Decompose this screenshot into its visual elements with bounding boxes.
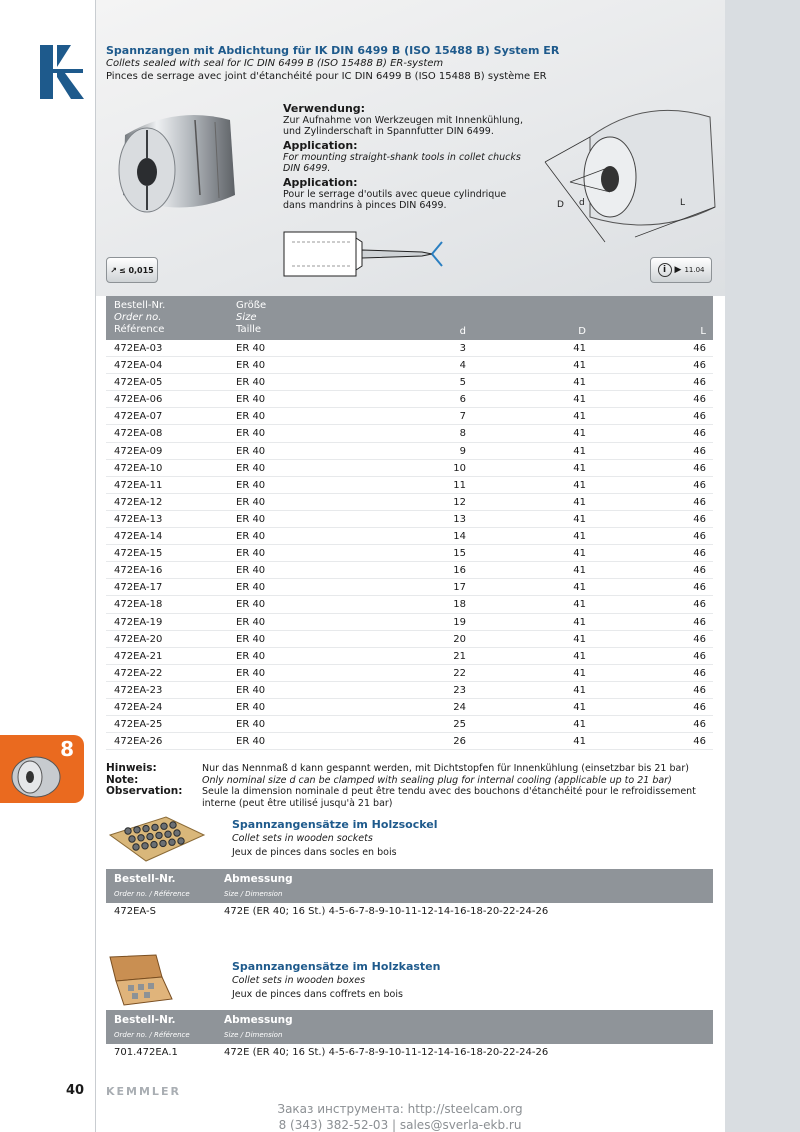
- chapter-number: 8: [60, 737, 74, 761]
- row-D: 41: [573, 565, 586, 577]
- row-D: 41: [573, 513, 586, 525]
- set2-row: [106, 1045, 713, 1061]
- row-order-no: 472EA-18: [114, 599, 163, 611]
- table-row: [106, 357, 713, 374]
- row-d: 6: [459, 394, 466, 406]
- row-order-no: 472EA-07: [114, 411, 163, 423]
- row-D: 41: [573, 360, 586, 372]
- note-text-fr-2: interne (peut être utilisé jusqu'à 21 bar): [202, 797, 393, 809]
- row-order-no: 472EA-25: [114, 719, 163, 731]
- note-text-de: Nur das Nennmaß d kann gespannt werden, mit Dichtstopfen für Innenkühlung (einsetzbar bis 21 bar): [202, 763, 689, 774]
- row-d: 20: [453, 633, 466, 645]
- row-D: 41: [573, 719, 586, 731]
- socket-collet: [151, 841, 157, 847]
- row-order-no: 472EA-03: [114, 343, 163, 354]
- row-d: 12: [453, 496, 466, 508]
- socket-collet: [125, 828, 131, 834]
- row-size: ER 40: [236, 582, 266, 594]
- header-size-en: Size: [236, 312, 257, 323]
- row-L: 46: [693, 360, 706, 372]
- header-size-fr: Taille: [236, 324, 262, 335]
- row-L: 46: [693, 462, 706, 474]
- row-d: 14: [453, 531, 466, 543]
- dimension-drawing: [535, 97, 725, 247]
- table-row: [106, 340, 713, 357]
- row-size: ER 40: [236, 548, 266, 560]
- svg-text:d: d: [579, 198, 585, 208]
- table-row: [106, 443, 713, 460]
- header-order-no: [114, 300, 165, 336]
- footer-contact: [0, 1101, 800, 1132]
- info-icon: i: [658, 263, 672, 277]
- row-L: 46: [693, 616, 706, 628]
- row-order-no: 472EA-16: [114, 565, 163, 577]
- row-size: ER 40: [236, 377, 266, 389]
- page-number: 40: [66, 1083, 85, 1098]
- table-row: [106, 408, 713, 425]
- row-D: 41: [573, 667, 586, 679]
- row-d: 19: [453, 616, 466, 628]
- row-L: 46: [693, 565, 706, 577]
- set1-order-no: 472EA-S: [114, 906, 156, 917]
- table-row: [106, 716, 713, 733]
- row-size: ER 40: [236, 667, 266, 679]
- row-order-no: 472EA-10: [114, 462, 163, 474]
- table-row: [106, 579, 713, 596]
- row-order-no: 472EA-17: [114, 582, 163, 594]
- header-d: d: [459, 326, 466, 337]
- row-size: ER 40: [236, 343, 266, 354]
- row-D: 41: [573, 343, 586, 354]
- row-D: 41: [573, 582, 586, 594]
- row-d: 4: [459, 360, 466, 372]
- notes-texts: [202, 763, 712, 809]
- table-row: [106, 494, 713, 511]
- row-order-no: 472EA-05: [114, 377, 163, 389]
- row-L: 46: [693, 496, 706, 508]
- usage-text-de-1: Zur Aufnahme von Werkzeugen mit Innenkühlung,: [283, 115, 523, 126]
- svg-text:L: L: [680, 198, 686, 208]
- row-d: 21: [453, 650, 466, 662]
- header-L: L: [700, 326, 706, 337]
- table-row: [106, 733, 713, 750]
- row-size: ER 40: [236, 736, 266, 748]
- socket-collet: [178, 838, 184, 844]
- header-order-no-en: Order no.: [114, 312, 162, 323]
- table-row: [106, 511, 713, 528]
- set2-title: [232, 960, 632, 1002]
- set2-dimension: 472E (ER 40; 16 St.) 4-5-6-7-8-9-10-11-12-14-16-18-20-22-24-26: [224, 1047, 549, 1058]
- row-D: 41: [573, 599, 586, 611]
- row-d: 25: [453, 719, 466, 731]
- row-d: 17: [453, 582, 466, 594]
- row-size: ER 40: [236, 650, 266, 662]
- set1-header-order: Bestell-Nr.: [114, 873, 176, 885]
- row-size: ER 40: [236, 496, 266, 508]
- row-L: 46: [693, 479, 706, 491]
- set1-header-dimension: Abmessung: [224, 873, 293, 885]
- note-text-en: Only nominal size d can be clamped with sealing plug for internal cooling (applicable up to 21 bar): [202, 774, 672, 786]
- play-icon: ▶: [674, 265, 682, 275]
- row-size: ER 40: [236, 565, 266, 577]
- note-text-fr-1: Seule la dimension nominale d peut être tendu avec des bouchons d'étanchéité pour le refroidissement: [202, 786, 696, 797]
- usage-heading-en: Application:: [283, 139, 358, 152]
- socket-collet: [156, 832, 162, 838]
- header-order-no-de: Bestell-Nr.: [114, 300, 166, 311]
- set2-subheader-order: Order no. / Référence: [114, 1031, 190, 1039]
- note-label-de: Hinweis:: [106, 762, 157, 774]
- table-row: [106, 648, 713, 665]
- row-order-no: 472EA-22: [114, 667, 163, 679]
- row-d: 15: [453, 548, 466, 560]
- row-D: 41: [573, 462, 586, 474]
- table-header: [106, 296, 713, 340]
- socket-collet: [174, 830, 180, 836]
- info-badge: [650, 257, 712, 283]
- row-d: 9: [459, 445, 466, 457]
- collet-table: [106, 296, 713, 750]
- row-L: 46: [693, 633, 706, 645]
- table-row: [106, 545, 713, 562]
- row-L: 46: [693, 548, 706, 560]
- header-size: [236, 300, 266, 336]
- row-order-no: 472EA-06: [114, 394, 163, 406]
- set2-subheader-dimension: Size / Dimension: [224, 1031, 283, 1039]
- set1-row: [106, 904, 713, 920]
- row-size: ER 40: [236, 411, 266, 423]
- usage-text-de-2: und Zylinderschaft in Spannfutter DIN 6499.: [283, 126, 494, 137]
- row-L: 46: [693, 719, 706, 731]
- socket-collet: [133, 844, 139, 850]
- info-reference: 11.04: [684, 266, 705, 274]
- table-body: [106, 340, 713, 750]
- row-D: 41: [573, 548, 586, 560]
- row-D: 41: [573, 684, 586, 696]
- socket-collet: [129, 836, 135, 842]
- socket-collet: [161, 823, 167, 829]
- row-D: 41: [573, 496, 586, 508]
- notes-labels: [106, 763, 182, 798]
- row-size: ER 40: [236, 360, 266, 372]
- header-size-de: Größe: [236, 300, 267, 311]
- row-L: 46: [693, 428, 706, 440]
- row-order-no: 472EA-26: [114, 736, 163, 748]
- socket-collet: [165, 831, 171, 837]
- usage-text: [283, 100, 543, 211]
- table-row: [106, 631, 713, 648]
- row-order-no: 472EA-20: [114, 633, 163, 645]
- row-size: ER 40: [236, 633, 266, 645]
- table-row: [106, 699, 713, 716]
- title-fr: Pinces de serrage avec joint d'étanchéité pour IC DIN 6499 B (ISO 15488 B) système ER: [106, 71, 547, 82]
- set1-subheader-order: Order no. / Référence: [114, 890, 190, 898]
- set2-title-en: Collet sets in wooden boxes: [232, 975, 366, 986]
- row-d: 5: [459, 377, 466, 389]
- set1-title-en: Collet sets in wooden sockets: [232, 833, 373, 844]
- set2-title-de: Spannzangensätze im Holzkasten: [232, 960, 441, 973]
- row-D: 41: [573, 377, 586, 389]
- usage-text-en-1: For mounting straight-shank tools in collet chucks: [283, 152, 521, 163]
- row-order-no: 472EA-04: [114, 360, 163, 372]
- row-order-no: 472EA-19: [114, 616, 163, 628]
- row-order-no: 472EA-11: [114, 479, 163, 491]
- row-size: ER 40: [236, 701, 266, 713]
- footer-line-1[interactable]: Заказ инструмента: http://steelcam.org: [277, 1102, 523, 1116]
- usage-text-fr-2: dans mandrins à pinces DIN 6499.: [283, 200, 447, 211]
- row-D: 41: [573, 736, 586, 748]
- row-size: ER 40: [236, 513, 266, 525]
- row-d: 23: [453, 684, 466, 696]
- row-d: 3: [459, 343, 466, 354]
- row-order-no: 472EA-13: [114, 513, 163, 525]
- table-row: [106, 528, 713, 545]
- row-d: 22: [453, 667, 466, 679]
- row-order-no: 472EA-21: [114, 650, 163, 662]
- row-size: ER 40: [236, 428, 266, 440]
- set1-subheader-dimension: Size / Dimension: [224, 890, 283, 898]
- socket-collet: [134, 827, 140, 833]
- row-L: 46: [693, 513, 706, 525]
- row-order-no: 472EA-24: [114, 701, 163, 713]
- wooden-socket-photo: [106, 813, 206, 865]
- left-margin: [0, 0, 95, 1132]
- header-D: D: [578, 326, 586, 337]
- socket-collet: [143, 825, 149, 831]
- right-strip: [725, 0, 800, 1132]
- usage-heading-de: Verwendung:: [283, 102, 366, 115]
- row-D: 41: [573, 633, 586, 645]
- row-size: ER 40: [236, 479, 266, 491]
- row-D: 41: [573, 616, 586, 628]
- row-d: 26: [453, 736, 466, 748]
- table-row: [106, 614, 713, 631]
- socket-collet: [160, 840, 166, 846]
- wooden-box-photo: [106, 953, 176, 1008]
- row-D: 41: [573, 428, 586, 440]
- table-row: [106, 425, 713, 442]
- row-L: 46: [693, 343, 706, 354]
- title-block: [106, 44, 706, 83]
- row-order-no: 472EA-23: [114, 684, 163, 696]
- row-D: 41: [573, 445, 586, 457]
- set2-header-order: Bestell-Nr.: [114, 1014, 176, 1026]
- footer-line-2[interactable]: 8 (343) 382-52-03 | sales@sverla-ekb.ru: [278, 1118, 522, 1132]
- row-L: 46: [693, 736, 706, 748]
- row-D: 41: [573, 650, 586, 662]
- row-d: 8: [459, 428, 466, 440]
- row-order-no: 472EA-08: [114, 428, 163, 440]
- row-size: ER 40: [236, 445, 266, 457]
- set1-header: [106, 869, 713, 903]
- row-d: 24: [453, 701, 466, 713]
- chapter-tab[interactable]: [0, 735, 84, 803]
- row-order-no: 472EA-15: [114, 548, 163, 560]
- socket-collet: [170, 822, 176, 828]
- row-L: 46: [693, 445, 706, 457]
- table-row: [106, 665, 713, 682]
- row-size: ER 40: [236, 719, 266, 731]
- table-row: [106, 477, 713, 494]
- set1-title-de: Spannzangensätze im Holzsockel: [232, 818, 438, 831]
- row-L: 46: [693, 701, 706, 713]
- margin-divider: [95, 0, 96, 1132]
- set1-title: [232, 818, 632, 860]
- socket-collet: [142, 843, 148, 849]
- row-L: 46: [693, 411, 706, 423]
- usage-text-fr-1: Pour le serrage d'outils avec queue cylindrique: [283, 189, 507, 200]
- set1-dimension: 472E (ER 40; 16 St.) 4-5-6-7-8-9-10-11-12-14-16-18-20-22-24-26: [224, 906, 549, 917]
- table-row: [106, 460, 713, 477]
- table-row: [106, 391, 713, 408]
- set2-title-fr: Jeux de pinces dans coffrets en bois: [232, 989, 403, 1000]
- table-row: [106, 682, 713, 699]
- row-D: 41: [573, 701, 586, 713]
- usage-heading-fr: Application:: [283, 176, 358, 189]
- header-order-no-fr: Référence: [114, 324, 165, 335]
- table-row: [106, 596, 713, 613]
- k-logo: [40, 45, 84, 99]
- row-L: 46: [693, 377, 706, 389]
- arrow-icon: ↗: [110, 265, 117, 275]
- row-D: 41: [573, 411, 586, 423]
- collet-photo: [105, 100, 245, 225]
- row-d: 11: [453, 479, 466, 491]
- note-label-fr: Observation:: [106, 785, 183, 797]
- row-D: 41: [573, 531, 586, 543]
- set1-title-fr: Jeux de pinces dans socles en bois: [232, 847, 397, 858]
- row-d: 16: [453, 565, 466, 577]
- row-L: 46: [693, 531, 706, 543]
- row-order-no: 472EA-14: [114, 531, 163, 543]
- svg-text:D: D: [557, 200, 564, 210]
- row-L: 46: [693, 650, 706, 662]
- row-D: 41: [573, 479, 586, 491]
- brand-name: KEMMLER: [106, 1085, 181, 1098]
- socket-collet: [147, 833, 153, 839]
- row-order-no: 472EA-12: [114, 496, 163, 508]
- socket-collet: [169, 839, 175, 845]
- row-L: 46: [693, 599, 706, 611]
- row-d: 13: [453, 513, 466, 525]
- row-order-no: 472EA-09: [114, 445, 163, 457]
- socket-collet: [138, 835, 144, 841]
- row-size: ER 40: [236, 531, 266, 543]
- set2-header: [106, 1010, 713, 1044]
- note-label-en: Note:: [106, 773, 139, 786]
- runout-badge: [106, 257, 158, 283]
- row-d: 18: [453, 599, 466, 611]
- row-D: 41: [573, 394, 586, 406]
- set2-header-dimension: Abmessung: [224, 1014, 293, 1026]
- title-de: Spannzangen mit Abdichtung für IK DIN 6499 B (ISO 15488 B) System ER: [106, 44, 560, 57]
- chuck-schematic: [282, 228, 447, 280]
- set2-order-no: 701.472EA.1: [114, 1047, 178, 1058]
- row-size: ER 40: [236, 394, 266, 406]
- socket-collet: [152, 824, 158, 830]
- table-row: [106, 374, 713, 391]
- row-d: 10: [453, 462, 466, 474]
- row-L: 46: [693, 582, 706, 594]
- title-en: Collets sealed with seal for IC DIN 6499 B (ISO 15488 B) ER-system: [106, 58, 444, 69]
- runout-value: ≤ 0,015: [118, 265, 154, 275]
- usage-text-en-2: DIN 6499.: [283, 163, 331, 174]
- row-L: 46: [693, 667, 706, 679]
- row-size: ER 40: [236, 599, 266, 611]
- row-size: ER 40: [236, 684, 266, 696]
- table-row: [106, 562, 713, 579]
- row-L: 46: [693, 394, 706, 406]
- row-d: 7: [459, 411, 466, 423]
- row-L: 46: [693, 684, 706, 696]
- row-size: ER 40: [236, 616, 266, 628]
- row-size: ER 40: [236, 462, 266, 474]
- collet-thumbnail: [8, 749, 68, 799]
